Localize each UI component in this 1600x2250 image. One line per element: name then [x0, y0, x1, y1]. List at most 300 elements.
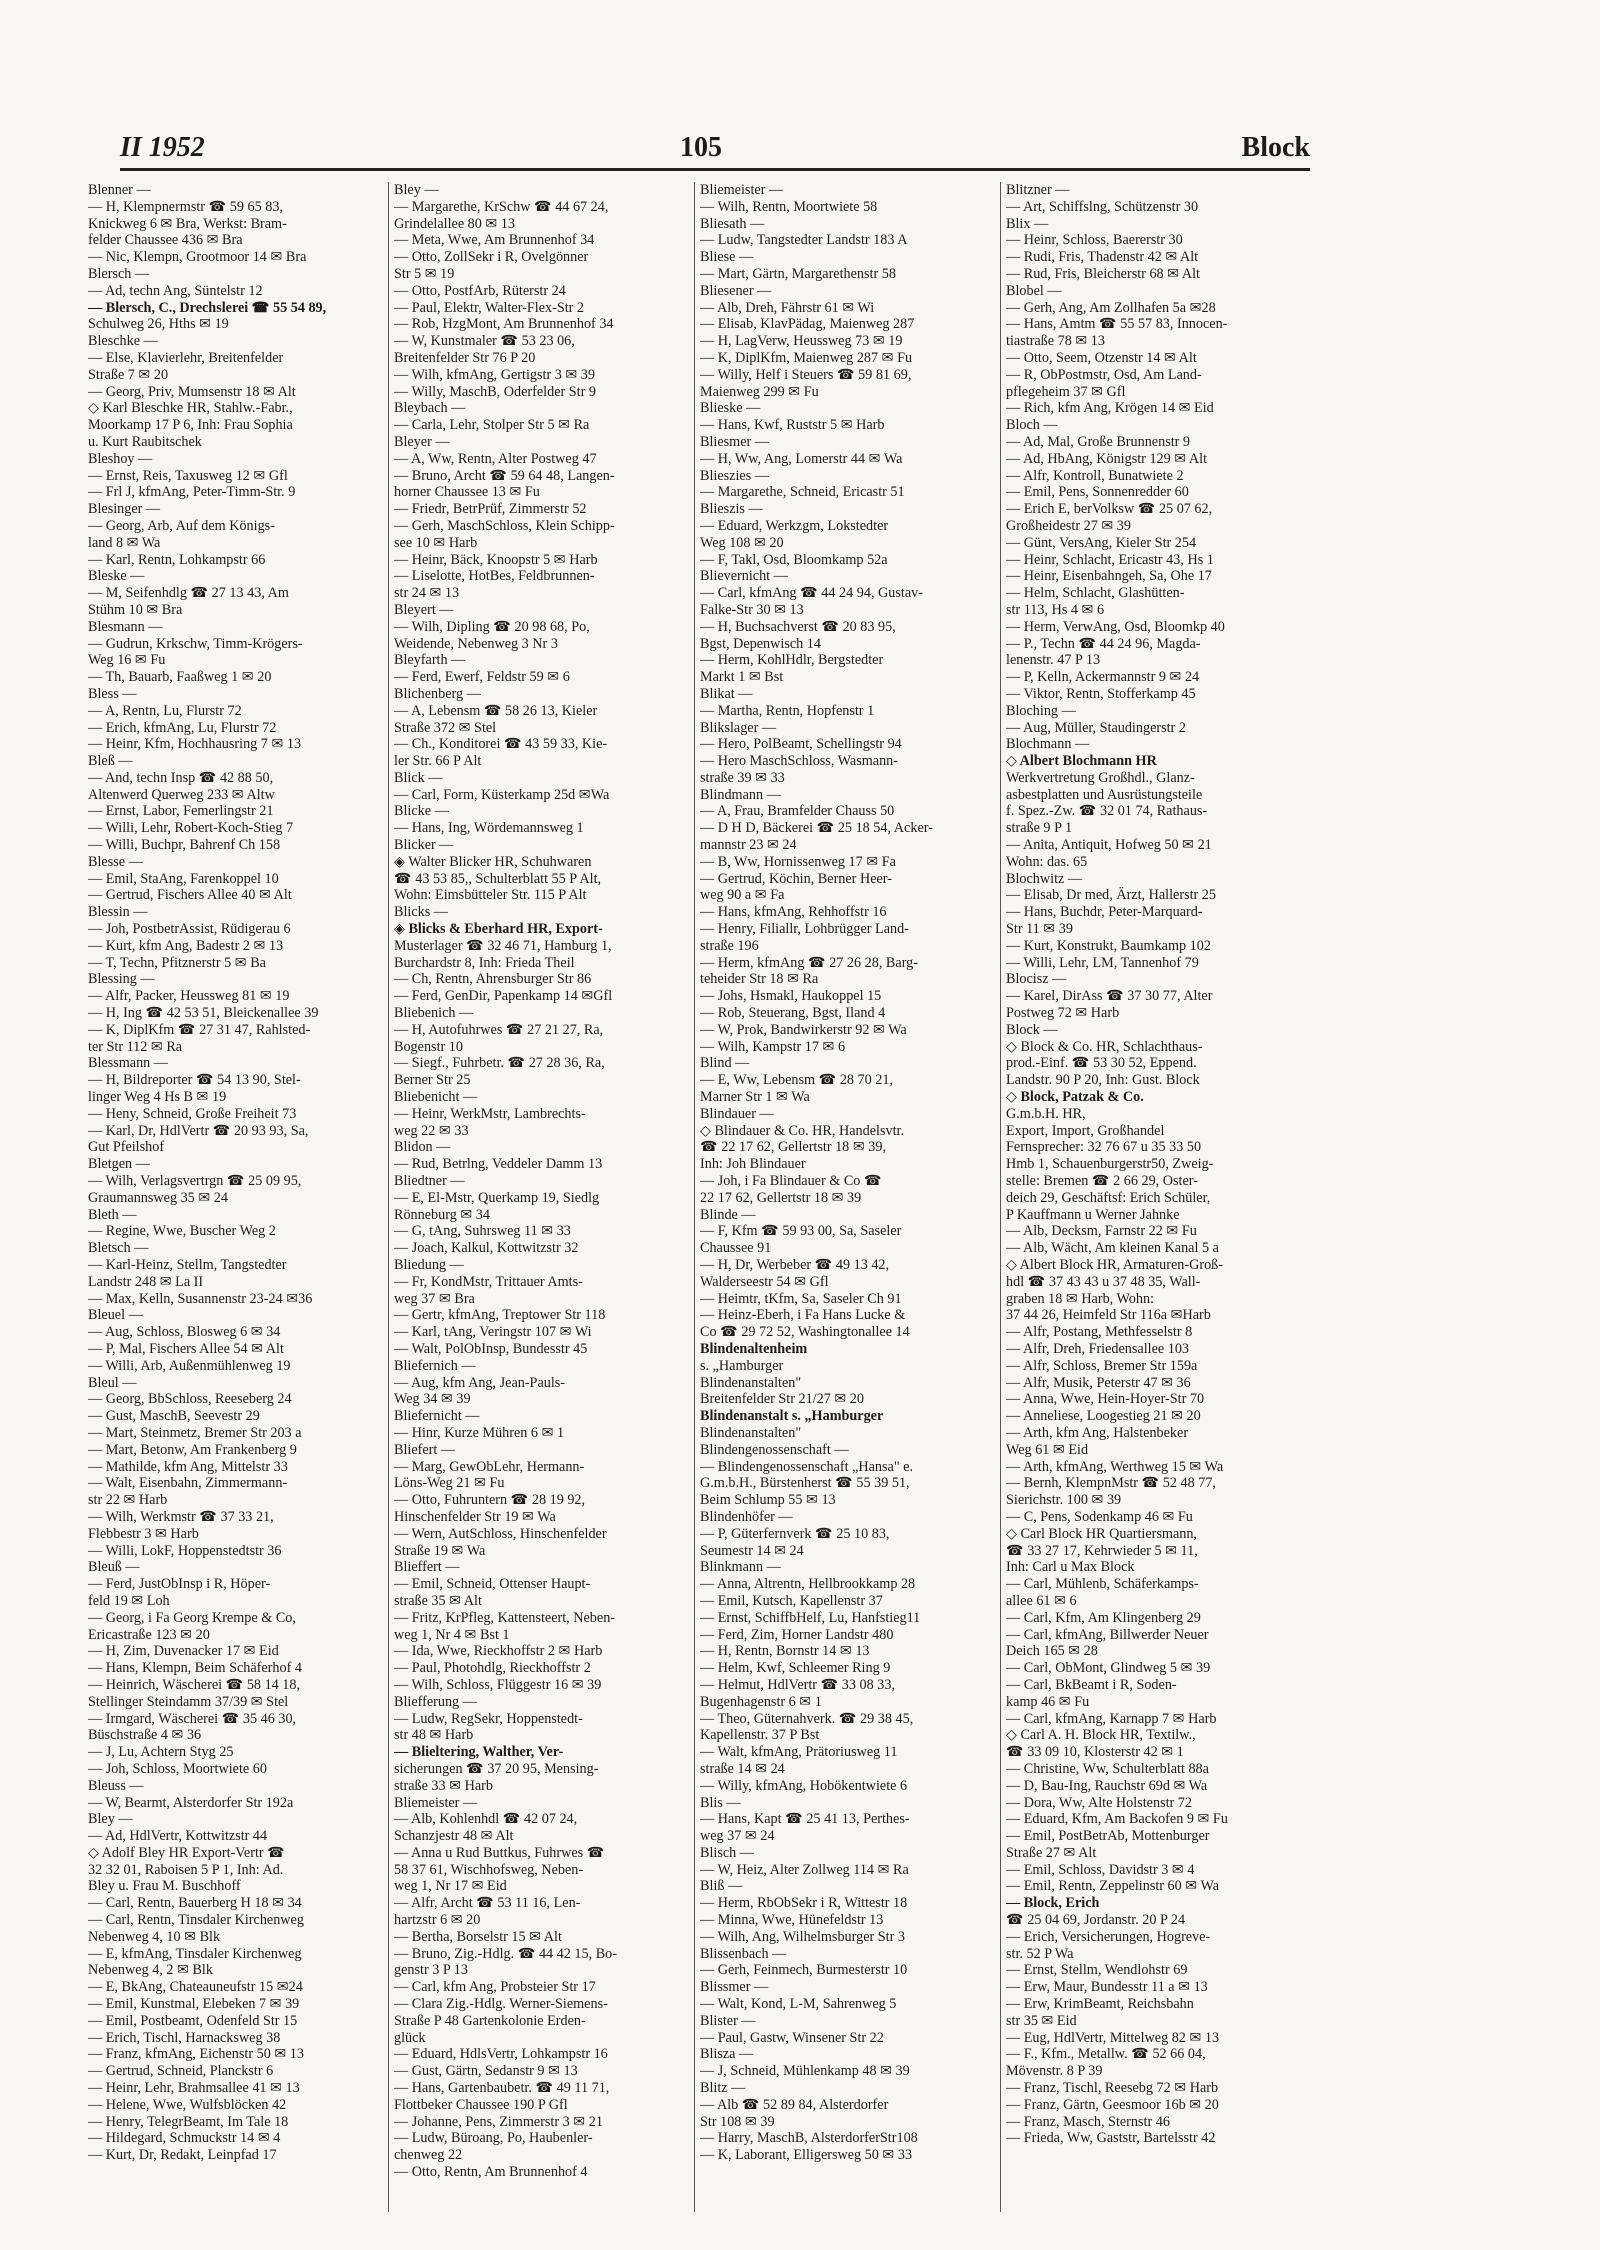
directory-entry-line: — Alfr, Schloss, Bremer Str 159a: [1006, 1357, 1198, 1374]
directory-entry-line: — Wilh, Verlagsvertrgn ☎ 25 09 95,: [88, 1173, 302, 1190]
directory-entry-line: Weg 61 ✉ Eid: [1006, 1441, 1089, 1458]
directory-entry-line: — Dora, Ww, Alte Holstenstr 72: [1006, 1794, 1192, 1811]
directory-entry-line: — Ludw, RegSekr, Hoppenstedt-: [394, 1710, 583, 1727]
directory-entry-line: — Carl, Rentn, Bauerberg H 18 ✉ 34: [88, 1895, 302, 1912]
directory-entry-line: Berner Str 25: [394, 1072, 471, 1089]
surname-heading: Bliesath —: [700, 215, 765, 232]
directory-entry-line: — Blindengenossenschaft „Hansa" e.: [700, 1458, 914, 1475]
directory-entry-line: — Friedr, BetrPrüf, Zimmerstr 52: [394, 501, 587, 518]
surname-heading: Blissmer —: [700, 1979, 769, 1996]
directory-entry-line: — Herm, VerwAng, Osd, Bloomkp 40: [1006, 618, 1225, 635]
surname-heading: Blindenhöfer —: [700, 1508, 793, 1525]
directory-entry-line: — Karl, Dr, HdlVertr ☎ 20 93 93, Sa,: [88, 1122, 309, 1139]
directory-entry-line: — Art, Schiffslng, Schützenstr 30: [1006, 198, 1199, 215]
directory-entry-line: str 48 ✉ Harb: [394, 1727, 474, 1744]
directory-entry-line: — Ludw, Büroang, Po, Haubenler-: [394, 2130, 593, 2147]
directory-entry-line: — Walt, Eisenbahn, Zimmermann-: [88, 1475, 288, 1492]
directory-entry-line: Weg 16 ✉ Fu: [88, 652, 166, 669]
directory-entry-line: — Hans, Gartenbaubetr. ☎ 49 11 71,: [394, 2080, 610, 2097]
header-volume-year: II 1952: [120, 132, 205, 163]
directory-entry-line: Straße 7 ✉ 20: [88, 366, 169, 383]
directory-entry-line: — Heinr, Bäck, Knoopstr 5 ✉ Harb: [394, 551, 598, 568]
directory-entry-line: — Frieda, Ww, Gaststr, Bartelsstr 42: [1006, 2130, 1216, 2147]
directory-entry-line: 58 37 61, Wischhofsweg, Neben-: [394, 1861, 584, 1878]
directory-entry-line: — Ad, HbAng, Königstr 129 ✉ Alt: [1006, 450, 1208, 467]
directory-entry-line: — M, Seifenhdlg ☎ 27 13 43, Am: [88, 585, 289, 602]
directory-entry-line: — W, Heiz, Alter Zollweg 114 ✉ Ra: [700, 1861, 909, 1878]
surname-heading: Blix —: [1006, 215, 1049, 232]
surname-heading: Bliese —: [700, 249, 754, 266]
directory-entry-line: — K, DiplKfm ☎ 27 31 47, Rahlsted-: [88, 1021, 311, 1038]
directory-entry-line: Seumestr 14 ✉ 24: [700, 1542, 804, 1559]
directory-entry-line: — P, Güterfernverk ☎ 25 10 83,: [700, 1525, 890, 1542]
directory-entry-line: — W, Kunstmaler ☎ 53 23 06,: [394, 333, 575, 350]
directory-entry-line: — Hans, kfmAng, Rehhoffstr 16: [700, 904, 887, 921]
surname-heading: Blesse —: [88, 853, 143, 870]
directory-entry-line: — Siegf., Fuhrbetr. ☎ 27 28 36, Ra,: [394, 1055, 605, 1072]
surname-heading: Bliemeister —: [700, 182, 784, 198]
directory-entry-line: weg 1, Nr 17 ✉ Eid: [394, 1878, 507, 1895]
directory-entry-line: — Georg, i Fa Georg Krempe & Co,: [88, 1609, 296, 1626]
directory-entry-line: hartzstr 6 ✉ 20: [394, 1912, 481, 1929]
directory-entry-line: — Franz, Masch, Sternstr 46: [1006, 2113, 1170, 2130]
directory-entry-line: — Walt, PolObInsp, Bundesstr 45: [394, 1340, 588, 1357]
directory-entry-line: — Henry, Filiallr, Lohbrügger Land-: [700, 921, 909, 938]
directory-entry-line: — And, techn Insp ☎ 42 88 50,: [88, 769, 274, 786]
directory-entry-line: — W, Bearmt, Alsterdorfer Str 192a: [88, 1794, 294, 1811]
directory-entry-line: — Emil, Postbeamt, Odenfeld Str 15: [88, 2012, 298, 2029]
directory-entry-line: — Carla, Lehr, Stolper Str 5 ✉ Ra: [394, 417, 590, 434]
directory-entry-line: — Arth, kfmAng, Werthweg 15 ✉ Wa: [1006, 1458, 1224, 1475]
directory-entry-line: — C, Pens, Sodenkamp 46 ✉ Fu: [1006, 1508, 1193, 1525]
directory-entry-line: — Emil, StaAng, Farenkoppel 10: [88, 870, 279, 887]
directory-entry-line: see 10 ✉ Harb: [394, 534, 478, 551]
directory-entry-line: Breitenfelder Str 76 P 20: [394, 349, 536, 366]
directory-entry-line: Stellinger Steindamm 37/39 ✉ Stel: [88, 1693, 289, 1710]
directory-entry-line: weg 37 ✉ 24: [700, 1828, 775, 1845]
directory-entry-line: — Aug, Müller, Staudingerstr 2: [1006, 719, 1186, 736]
surname-heading: Bless —: [88, 685, 137, 702]
directory-entry-line: straße 196: [700, 937, 759, 954]
directory-entry-line: — F, Takl, Osd, Bloomkamp 52a: [700, 551, 888, 568]
directory-entry-line: — H, Ing ☎ 42 53 51, Bleickenallee 39: [88, 1005, 319, 1022]
directory-entry-line: — K, Laborant, Elligersweg 50 ✉ 33: [700, 2147, 913, 2164]
surname-heading: Bliefert —: [394, 1441, 456, 1458]
directory-entry-line: — Willi, Lehr, Robert-Koch-Stieg 7: [88, 820, 294, 837]
directory-entry-line: Blindenaltenheim: [700, 1340, 808, 1357]
directory-entry-line: — Herm, KohlHdlr, Bergstedter: [700, 652, 884, 669]
surname-heading: Blitz —: [700, 2080, 746, 2097]
directory-entry-line: — Hinr, Kurze Mühren 6 ✉ 1: [394, 1424, 565, 1441]
directory-entry-line: Landstr. 90 P 20, Inh: Gust. Block: [1006, 1072, 1200, 1089]
directory-entry-line: — Joh, PostbetrAssist, Rüdigerau 6: [88, 921, 291, 938]
directory-entry-line: Beim Schlump 55 ✉ 13: [700, 1492, 836, 1509]
directory-entry-line: — Anna, Altrentn, Hellbrookkamp 28: [700, 1576, 916, 1593]
directory-entry-line: — Wilh, Werkmstr ☎ 37 33 21,: [88, 1508, 274, 1525]
directory-entry-line: — Gertrud, Schneid, Planckstr 6: [88, 2063, 274, 2080]
directory-entry-line: ☎ 22 17 62, Gellertstr 18 ✉ 39,: [700, 1139, 886, 1156]
directory-entry-line: — Carl, Rentn, Tinsdaler Kirchenweg: [88, 1912, 304, 1929]
directory-entry-line: — Gust, Gärtn, Sedanstr 9 ✉ 13: [394, 2063, 578, 2080]
directory-entry-line: — Eug, HdlVertr, Mittelweg 82 ✉ 13: [1006, 2029, 1220, 2046]
directory-entry-line: — Wilh, Kampstr 17 ✉ 6: [700, 1038, 846, 1055]
directory-entry-line: Wohn: Eimsbütteler Str. 115 P Alt: [394, 887, 587, 904]
column-4: [1006, 182, 1296, 2217]
directory-entry-line: Chaussee 91: [700, 1240, 772, 1257]
directory-entry-line: ◇ Blindauer & Co. HR, Handelsvtr.: [700, 1122, 905, 1139]
directory-entry-line: — Anna u Rud Buttkus, Fuhrwes ☎: [394, 1844, 605, 1861]
directory-entry-line: Nebenweg 4, 2 ✉ Blk: [88, 1962, 213, 1979]
directory-entry-line: — Eduard, HdlsVertr, Lohkampstr 16: [394, 2046, 608, 2063]
directory-entry-line: — Walt, kfmAng, Prätoriusweg 11: [700, 1744, 898, 1761]
directory-entry-line: — P., Techn ☎ 44 24 96, Magda-: [1006, 635, 1201, 652]
surname-heading: Blessmann —: [88, 1055, 168, 1072]
directory-entry-line: — J, Schneid, Mühlenkamp 48 ✉ 39: [700, 2063, 910, 2080]
directory-entry-line: Knickweg 6 ✉ Bra, Werkst: Bram-: [88, 215, 287, 232]
directory-entry-line: — Hans, Ing, Wördemannsweg 1: [394, 820, 584, 837]
directory-entry-line: — Paul, Elektr, Walter-Flex-Str 2: [394, 299, 585, 316]
directory-entry-line: — Rob, HzgMont, Am Brunnenhof 34: [394, 316, 614, 333]
directory-entry-line: — Hans, Buchdr, Peter-Marquard-: [1006, 904, 1203, 921]
directory-entry-line: — H, Buchsachverst ☎ 20 83 95,: [700, 618, 896, 635]
directory-entry-line: — Joach, Kalkul, Kottwitzstr 32: [394, 1240, 579, 1257]
directory-entry-line: — Willi, LokF, Hoppenstedtstr 36: [88, 1542, 282, 1559]
directory-entry-line: Inh: Joh Blindauer: [700, 1156, 806, 1173]
directory-entry-line: — Ida, Wwe, Rieckhoffstr 2 ✉ Harb: [394, 1643, 603, 1660]
surname-heading: Bleth —: [88, 1206, 137, 1223]
directory-entry-line: — Mart, Steinmetz, Bremer Str 203 a: [88, 1424, 302, 1441]
surname-heading: Bleyer —: [394, 433, 450, 450]
directory-entry-line: mannstr 23 ✉ 24: [700, 837, 797, 854]
directory-entry-line: ☎ 33 27 17, Kehrwieder 5 ✉ 11,: [1006, 1542, 1198, 1559]
surname-heading: Blobel —: [1006, 282, 1062, 299]
directory-entry-line: — Bertha, Borselstr 15 ✉ Alt: [394, 1928, 562, 1945]
directory-entry-line: str 113, Hs 4 ✉ 6: [1006, 601, 1105, 618]
column-divider: [694, 182, 695, 2212]
surname-heading: Blesmann —: [88, 618, 163, 635]
directory-entry-line: — Erw, Maur, Bundesstr 11 a ✉ 13: [1006, 1979, 1208, 1996]
directory-entry-line: — Alfr, Dreh, Friedensallee 103: [1006, 1340, 1190, 1357]
directory-entry-line: — Wilh, Dipling ☎ 20 98 68, Po,: [394, 618, 590, 635]
directory-entry-line: — Alfr, Packer, Heussweg 81 ✉ 19: [88, 988, 290, 1005]
directory-entry-line: — D H D, Bäckerei ☎ 25 18 54, Acker-: [700, 820, 933, 837]
surname-heading: Blindengenossenschaft —: [700, 1441, 849, 1458]
directory-entry-line: — Georg, BbSchloss, Reeseberg 24: [88, 1391, 292, 1408]
surname-heading: Bliß —: [700, 1878, 743, 1895]
directory-entry-line: — Carl, kfmAng, Karnapp 7 ✉ Harb: [1006, 1710, 1217, 1727]
directory-entry-line: — F, Kfm ☎ 59 93 00, Sa, Saseler: [700, 1223, 902, 1240]
directory-entry-line: feld 19 ✉ Loh: [88, 1592, 170, 1609]
directory-entry-line: prod.-Einf. ☎ 53 30 52, Eppend.: [1006, 1055, 1197, 1072]
directory-entry-line: — Willy, kfmAng, Hobökentwiete 6: [700, 1777, 908, 1794]
directory-entry-line: ☎ 33 09 10, Klosterstr 42 ✉ 1: [1006, 1744, 1184, 1761]
directory-entry-line: — Gertrud, Köchin, Berner Heer-: [700, 870, 892, 887]
surname-heading: Blicke —: [394, 803, 449, 820]
directory-entry-line: — E, El-Mstr, Querkamp 19, Siedlg: [394, 1189, 600, 1206]
directory-entry-line: ◇ Adolf Bley HR Export-Vertr ☎: [88, 1844, 285, 1861]
directory-entry-line: — H, Autofuhrwes ☎ 27 21 27, Ra,: [394, 1021, 604, 1038]
page-header: [120, 128, 1310, 171]
directory-entry-line: chenweg 22: [394, 2147, 463, 2164]
directory-entry-line: Bgst, Depenwisch 14: [700, 635, 821, 652]
directory-entry-line: Marner Str 1 ✉ Wa: [700, 1089, 810, 1106]
surname-heading: Blisza —: [700, 2046, 754, 2063]
directory-entry-line: Gut Pfeilshof: [88, 1139, 165, 1156]
directory-entry-line: — E, Ww, Lebensm ☎ 28 70 21,: [700, 1072, 894, 1089]
directory-entry-line: — Walt, Kond, L-M, Sahrenweg 5: [700, 1996, 897, 2013]
surname-heading: Bleske —: [88, 568, 145, 585]
directory-entry-line: — Martha, Rentn, Hopfenstr 1: [700, 702, 875, 719]
surname-heading: Blisch —: [700, 1844, 754, 1861]
directory-entry-line: Walderseestr 54 ✉ Gfl: [700, 1273, 829, 1290]
directory-entry-line: weg 1, Nr 4 ✉ Bst 1: [394, 1626, 510, 1643]
directory-entry-line: asbestplatten und Ausrüstungsteile: [1006, 786, 1203, 803]
column-3: [700, 182, 990, 2217]
directory-entry-line: — D, Bau-Ing, Rauchstr 69d ✉ Wa: [1006, 1777, 1208, 1794]
directory-entry-line: — Alfr, Postang, Methfesselstr 8: [1006, 1324, 1193, 1341]
surname-heading: Bletgen —: [88, 1156, 150, 1173]
directory-entry-line: — H, Rentn, Bornstr 14 ✉ 13: [700, 1643, 870, 1660]
directory-entry-line: — Gust, MaschB, Seevestr 29: [88, 1408, 260, 1425]
directory-entry-line: — Ad, HdlVertr, Kottwitzstr 44: [88, 1828, 268, 1845]
directory-entry-line: Kapellenstr. 37 P Bst: [700, 1727, 820, 1744]
surname-heading: Blieske —: [700, 400, 761, 417]
surname-heading: Blicker —: [394, 837, 454, 854]
directory-entry-line: — Mathilde, kfm Ang, Mittelstr 33: [88, 1458, 288, 1475]
directory-entry-line: — E, BkAng, Chateauneufstr 15 ✉24: [88, 1979, 303, 1996]
surname-heading: Bliebenich —: [394, 1005, 474, 1022]
directory-entry-line: — A, Rentn, Lu, Flurstr 72: [88, 702, 242, 719]
directory-entry-line: Büschstraße 4 ✉ 36: [88, 1727, 202, 1744]
directory-entry-line: land 8 ✉ Wa: [88, 534, 161, 551]
directory-entry-line: — Kurt, kfm Ang, Badestr 2 ✉ 13: [88, 937, 284, 954]
directory-entry-line: Blindenanstalt s. „Hamburger: [700, 1408, 884, 1425]
directory-entry-line: — Margarethe, KrSchw ☎ 44 67 24,: [394, 198, 609, 215]
surname-heading: Bliefernicht —: [394, 1408, 480, 1425]
directory-entry-line: — Heinr, Lehr, Brahmsallee 41 ✉ 13: [88, 2080, 300, 2097]
directory-entry-line: — Hero, PolBeamt, Schellingstr 94: [700, 736, 902, 753]
directory-entry-line: — Helmut, HdlVertr ☎ 33 08 33,: [700, 1676, 895, 1693]
directory-entry-line: ◇ Albert Block HR, Armaturen-Groß-: [1006, 1257, 1223, 1273]
directory-entry-line: Bley u. Frau M. Buschhoff: [88, 1878, 241, 1895]
directory-entry-line: straße 33 ✉ Harb: [394, 1777, 493, 1794]
directory-entry-line: — Joh, i Fa Blindauer & Co ☎: [700, 1173, 882, 1190]
directory-entry-line: — Erich, Versicherungen, Hogreve-: [1006, 1928, 1211, 1945]
directory-entry-line: u. Kurt Raubitschek: [88, 433, 202, 450]
directory-entry-line: straße 9 P 1: [1006, 820, 1073, 837]
directory-entry-line: — Blersch, C., Drechslerei ☎ 55 54 89,: [88, 299, 327, 316]
surname-heading: Bliemeister —: [394, 1794, 478, 1811]
directory-entry-line: — Alfr, Kontroll, Bunatwiete 2: [1006, 467, 1184, 484]
surname-heading: Bliesmer —: [700, 433, 769, 450]
directory-entry-line: — Willy, MaschB, Oderfelder Str 9: [394, 383, 596, 400]
directory-entry-line: — A, Frau, Bramfelder Chauss 50: [700, 803, 895, 820]
directory-entry-line: — Helene, Wwe, Wulfsblöcken 42: [88, 2096, 287, 2113]
surname-heading: Bloch —: [1006, 417, 1058, 434]
directory-entry-line: — Willi, Arb, Außenmühlenweg 19: [88, 1357, 291, 1374]
directory-entry-line: 32 32 01, Raboisen 5 P 1, Inh: Ad.: [88, 1861, 284, 1878]
surname-heading: Bletsch —: [88, 1240, 149, 1257]
surname-heading: Blicks —: [394, 904, 448, 921]
directory-entry-line: Mövenstr. 8 P 39: [1006, 2063, 1103, 2080]
surname-heading: Blieszis —: [700, 501, 763, 518]
directory-entry-line: Großheidestr 27 ✉ 39: [1006, 517, 1131, 534]
directory-entry-line: Blindenanstalten": [700, 1374, 802, 1391]
directory-entry-line: — Rob, Steuerang, Bgst, Iland 4: [700, 1005, 886, 1022]
directory-entry-line: allee 61 ✉ 6: [1006, 1592, 1077, 1609]
directory-entry-line: ◇ Carl Block HR Quartiersmann,: [1006, 1525, 1197, 1542]
directory-entry-line: — Hans, Amtm ☎ 55 57 83, Innocen-: [1006, 316, 1228, 333]
directory-entry-line: — Günt, VersAng, Kieler Str 254: [1006, 534, 1197, 551]
directory-entry-line: — Joh, Schloss, Moortwiete 60: [88, 1760, 267, 1777]
directory-entry-line: — Johs, Hsmakl, Haukoppel 15: [700, 988, 882, 1005]
directory-entry-line: Weg 108 ✉ 20: [700, 534, 784, 551]
column-2: [394, 182, 684, 2217]
directory-entry-line: — Bruno, Archt ☎ 59 64 48, Langen-: [394, 467, 615, 484]
directory-entry-line: — Elisab, Dr med, Ärzt, Hallerstr 25: [1006, 887, 1216, 904]
surname-heading: Bleschke —: [88, 333, 158, 350]
directory-entry-line: str. 52 P Wa: [1006, 1945, 1074, 1962]
directory-entry-line: — Rudi, Fris, Thadenstr 42 ✉ Alt: [1006, 249, 1199, 266]
header-running-head: Block: [1241, 132, 1310, 163]
directory-entry-line: — Gudrun, Krkschw, Timm-Krögers-: [88, 635, 303, 652]
directory-entry-line: — Minna, Wwe, Hünefeldstr 13: [700, 1912, 884, 1929]
directory-entry-line: — Otto, Fuhruntern ☎ 28 19 92,: [394, 1492, 586, 1509]
directory-entry-line: — Frl J, kfmAng, Peter-Timm-Str. 9: [88, 484, 296, 501]
surname-heading: Blieszies —: [700, 467, 769, 484]
directory-entry-line: — Fritz, KrPfleg, Kattensteert, Neben-: [394, 1609, 616, 1626]
surname-heading: Bleuss —: [88, 1777, 144, 1794]
directory-entry-line: weg 22 ✉ 33: [394, 1122, 469, 1139]
directory-entry-line: — Gerh, MaschSchloss, Klein Schipp-: [394, 517, 615, 534]
directory-entry-line: — Karl, Rentn, Lohkampstr 66: [88, 551, 266, 568]
directory-entry-line: straße 14 ✉ 24: [700, 1760, 785, 1777]
surname-heading: Bliedtner —: [394, 1173, 465, 1190]
surname-heading: Blitzner —: [1006, 182, 1070, 198]
directory-entry-line: — Ferd, Ewerf, Feldstr 59 ✉ 6: [394, 669, 570, 686]
directory-entry-line: — Ferd, GenDir, Papenkamp 14 ✉Gfl: [394, 988, 613, 1005]
directory-entry-line: horner Chaussee 13 ✉ Fu: [394, 484, 540, 501]
directory-entry-line: — Regine, Wwe, Buscher Weg 2: [88, 1223, 276, 1240]
directory-entry-line: Breitenfelder Str 21/27 ✉ 20: [700, 1391, 864, 1408]
directory-entry-line: — H, Bildreporter ☎ 54 13 90, Stel-: [88, 1072, 301, 1089]
surname-heading: Bley —: [88, 1811, 133, 1828]
directory-entry-line: — Marg, GewObLehr, Hermann-: [394, 1458, 585, 1475]
directory-entry-line: ◇ Carl A. H. Block HR, Textilw.,: [1006, 1727, 1196, 1744]
surname-heading: Blis —: [700, 1794, 741, 1811]
directory-entry-line: — E, kfmAng, Tinsdaler Kirchenweg: [88, 1945, 302, 1962]
directory-entry-line: — Nic, Klempn, Grootmoor 14 ✉ Bra: [88, 249, 307, 266]
directory-entry-line: — Otto, Rentn, Am Brunnenhof 4: [394, 2164, 588, 2181]
directory-entry-line: — Meta, Wwe, Am Brunnenhof 34: [394, 232, 595, 249]
directory-entry-line: — Anna, Wwe, Hein-Hoyer-Str 70: [1006, 1391, 1205, 1408]
directory-entry-line: ◇ Block, Patzak & Co.: [1006, 1089, 1144, 1106]
directory-entry-line: — Kurt, Dr, Redakt, Leinpfad 17: [88, 2147, 277, 2164]
directory-entry-line: Hinschenfelder Str 19 ✉ Wa: [394, 1508, 556, 1525]
directory-entry-line: — Emil, Rentn, Zeppelinstr 60 ✉ Wa: [1006, 1878, 1220, 1895]
directory-entry-line: — Carl, kfm Ang, Probsteier Str 17: [394, 1979, 596, 1996]
directory-entry-line: — Emil, Schneid, Ottenser Haupt-: [394, 1576, 591, 1593]
directory-entry-line: — Alb ☎ 52 89 84, Alsterdorfer: [700, 2096, 889, 2113]
surname-heading: Bleul —: [88, 1374, 137, 1391]
directory-entry-line: — Heinz-Eberh, i Fa Hans Lucke &: [700, 1307, 906, 1324]
directory-entry-line: Landstr 248 ✉ La II: [88, 1273, 204, 1290]
directory-entry-line: — Emil, PostBetrAb, Mottenburger: [1006, 1828, 1210, 1845]
directory-entry-line: — Theo, Güternahverk. ☎ 29 38 45,: [700, 1710, 914, 1727]
directory-entry-line: ☎ 43 53 85,, Schulterblatt 55 P Alt,: [394, 870, 602, 887]
directory-entry-line: Burchardstr 8, Inh: Frieda Theil: [394, 954, 575, 971]
directory-entry-line: — H, Ww, Ang, Lomerstr 44 ✉ Wa: [700, 450, 903, 467]
directory-entry-line: Postweg 72 ✉ Harb: [1006, 1005, 1120, 1022]
directory-entry-line: — Clara Zig.-Hdlg. Werner-Siemens-: [394, 1996, 608, 2013]
directory-entry-line: Ericastraße 123 ✉ 20: [88, 1626, 210, 1643]
directory-entry-line: — Kurt, Konstrukt, Baumkamp 102: [1006, 937, 1211, 954]
directory-entry-line: — T, Techn, Pfitznerstr 5 ✉ Ba: [88, 954, 266, 971]
directory-entry-line: — Emil, Kutsch, Kapellenstr 37: [700, 1592, 883, 1609]
directory-entry-line: kamp 46 ✉ Fu: [1006, 1693, 1090, 1710]
directory-entry-line: glück: [394, 2029, 426, 2046]
directory-entry-line: — Anneliese, Loogestieg 21 ✉ 20: [1006, 1408, 1201, 1425]
directory-entry-line: — A, Lebensm ☎ 58 26 13, Kieler: [394, 702, 598, 719]
directory-entry-line: sicherungen ☎ 37 20 95, Mensing-: [394, 1760, 599, 1777]
directory-entry-line: — Aug, kfm Ang, Jean-Pauls-: [394, 1374, 566, 1391]
directory-entry-line: — Wilh, kfmAng, Gertigstr 3 ✉ 39: [394, 366, 595, 383]
directory-entry-line: — Paul, Photohdlg, Rieckhoffstr 2: [394, 1660, 591, 1677]
directory-entry-line: Straße 27 ✉ Alt: [1006, 1844, 1097, 1861]
directory-entry-line: straße 39 ✉ 33: [700, 769, 785, 786]
directory-entry-line: tiastraße 78 ✉ 13: [1006, 333, 1105, 350]
directory-entry-line: — Viktor, Rentn, Stofferkamp 45: [1006, 685, 1196, 702]
directory-entry-line: Altenwerd Querweg 233 ✉ Altw: [88, 786, 275, 803]
directory-entry-line: Sierichstr. 100 ✉ 39: [1006, 1492, 1122, 1509]
directory-entry-line: Deich 165 ✉ 28: [1006, 1643, 1098, 1660]
directory-entry-line: — Fr, KondMstr, Trittauer Amts-: [394, 1273, 583, 1290]
directory-entry-line: f. Spez.-Zw. ☎ 32 01 74, Rathaus-: [1006, 803, 1208, 820]
directory-entry-line: Moorkamp 17 P 6, Inh: Frau Sophia: [88, 417, 293, 434]
directory-entry-line: — Gerh, Feinmech, Burmesterstr 10: [700, 1962, 908, 1979]
directory-entry-line: — G, tAng, Suhrsweg 11 ✉ 33: [394, 1223, 571, 1240]
directory-entry-line: — Ernst, Stellm, Wendlohstr 69: [1006, 1962, 1188, 1979]
directory-entry-line: — Eduard, Kfm, Am Backofen 9 ✉ Fu: [1006, 1811, 1228, 1828]
directory-entry-line: — Franz, Tischl, Reesebg 72 ✉ Harb: [1006, 2080, 1219, 2097]
directory-entry-line: — Georg, Arb, Auf dem Königs-: [88, 517, 275, 534]
directory-entry-line: ◇ Block & Co. HR, Schlachthaus-: [1006, 1038, 1203, 1055]
surname-heading: Block —: [1006, 1021, 1058, 1038]
directory-entry-line: — Paul, Gastw, Winsener Str 22: [700, 2029, 884, 2046]
directory-entry-line: — Otto, ZollSekr i R, Ovelgönner: [394, 249, 589, 266]
directory-entry-line: — A, Ww, Rentn, Alter Postweg 47: [394, 450, 597, 467]
directory-entry-line: Löns-Weg 21 ✉ Fu: [394, 1475, 505, 1492]
directory-entry-line: — Wern, AutSchloss, Hinschenfelder: [394, 1525, 607, 1542]
surname-heading: Blinkmann —: [700, 1559, 781, 1576]
surname-heading: Bleyert —: [394, 601, 454, 618]
directory-entry-line: — Block, Erich: [1006, 1895, 1100, 1912]
directory-entry-line: — Carl, Kfm, Am Klingenberg 29: [1006, 1609, 1201, 1626]
directory-entry-line: — Hero MaschSchloss, Wasmann-: [700, 753, 898, 770]
directory-entry-line: — Rich, kfm Ang, Krögen 14 ✉ Eid: [1006, 400, 1214, 417]
directory-entry-line: ter Str 112 ✉ Ra: [88, 1038, 183, 1055]
directory-entry-line: — Arth, kfm Ang, Halstenbeker: [1006, 1424, 1189, 1441]
directory-entry-line: — Hans, Kapt ☎ 25 41 13, Perthes-: [700, 1811, 910, 1828]
column-1: [88, 182, 378, 2217]
directory-entry-line: pflegeheim 37 ✉ Gfl: [1006, 383, 1126, 400]
directory-entry-line: Export, Import, Großhandel: [1006, 1122, 1165, 1139]
directory-entry-line: — Carl, ObMont, Glindweg 5 ✉ 39: [1006, 1660, 1211, 1677]
surname-heading: Bleß —: [88, 753, 133, 770]
surname-heading: Blocisz —: [1006, 971, 1067, 988]
directory-entry-line: — Ad, Mal, Große Brunnenstr 9: [1006, 433, 1191, 450]
surname-heading: Blidon —: [394, 1139, 451, 1156]
